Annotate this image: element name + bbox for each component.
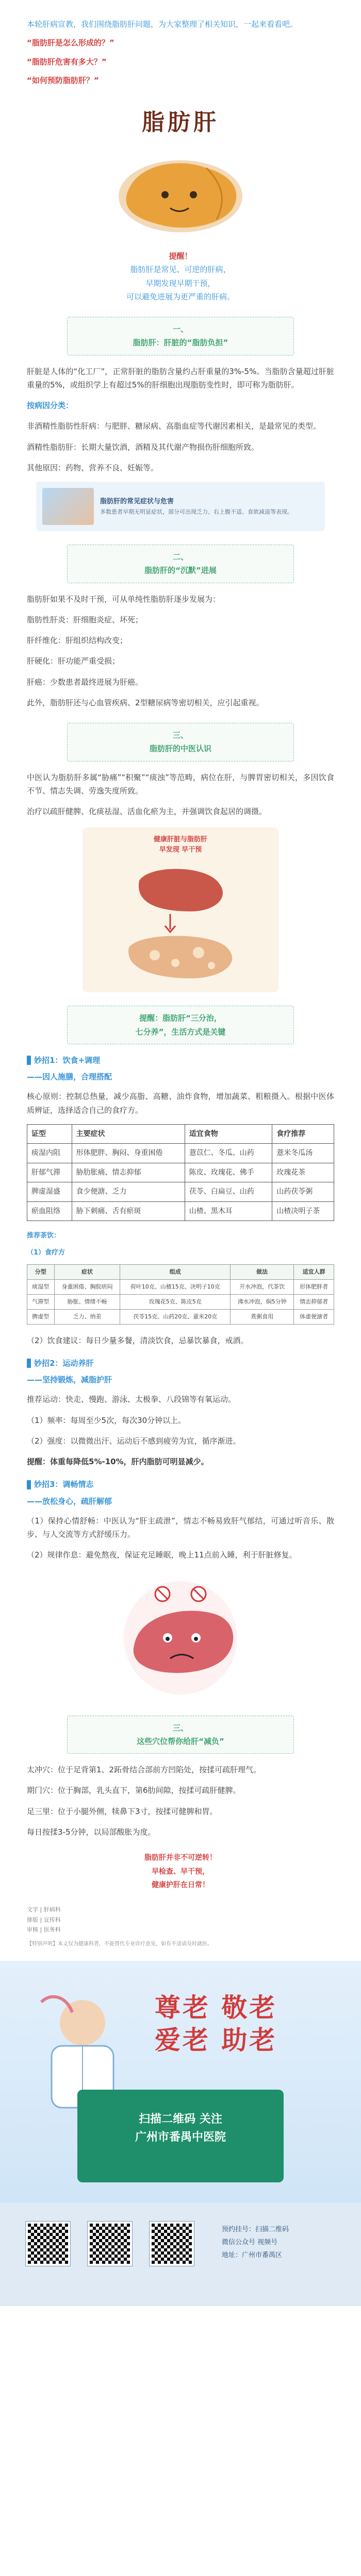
callout-line-3: 早期发现早期干预， bbox=[145, 278, 216, 288]
poster-title: 健康肝脏与脂肪肝 bbox=[153, 836, 207, 844]
section-3-title: 脂肪肝的中医认识 bbox=[149, 744, 211, 754]
intro-question-3: “如何预防脂肪肝？” bbox=[27, 75, 99, 85]
table-row bbox=[27, 1279, 334, 1294]
table-cell: 脾虚湿盛 bbox=[27, 1182, 72, 1202]
disclaimer: 【特别声明】本文仅为健康科普，不能替代专业诊疗意见，如有不适请及时就医。 bbox=[27, 1941, 212, 1947]
table-cell: 情志抑郁者 bbox=[294, 1294, 334, 1309]
tip-2-tag-text: 妙招2：运动养肝 bbox=[34, 1358, 94, 1368]
table-row bbox=[27, 1309, 334, 1324]
recipe-table bbox=[27, 1264, 334, 1325]
tip-2-subtitle: ——坚持锻炼，减脂护肝 bbox=[27, 1375, 112, 1384]
tag-marker bbox=[27, 1480, 31, 1489]
section-1-para-1: 肝脏是人体的“化工厂”，正常肝脏的脂肪含量约占肝重量的3%-5%。当脂肪含量超过肝脏重量的5%，或组织学上有超过5%的肝细胞出现脂肪变性时，即可称为脂肪肝。 bbox=[27, 366, 334, 389]
qr-promo-card[interactable] bbox=[77, 2090, 284, 2182]
table-cell: 体虚便溏者 bbox=[294, 1309, 334, 1324]
closing-line-3: 健康护肝在日常！ bbox=[152, 1881, 209, 1890]
section-2-list-3: 肝硬化：肝功能严重受损； bbox=[27, 656, 120, 666]
diet-table-header: 主要症状 bbox=[72, 1124, 185, 1144]
card-title: 脂肪肝的常见症状与危害 bbox=[100, 498, 174, 506]
table-row bbox=[27, 1144, 334, 1163]
section-1-para-3: 酒精性脂肪肝：长期大量饮酒，酒精及其代谢产物损伤肝细胞所致。 bbox=[27, 442, 259, 452]
table-cell: 薏米冬瓜汤 bbox=[272, 1144, 334, 1163]
tip-1-tag bbox=[27, 1054, 334, 1067]
section-1-subhead: 按病因分类： bbox=[27, 401, 74, 410]
section-4-para-4: 每日按揉3-5分钟，以局部酸胀为度。 bbox=[27, 1827, 156, 1837]
section-2-list-2: 肝纤维化：肝组织结构改变； bbox=[27, 636, 128, 645]
tip-2-tag bbox=[27, 1357, 334, 1370]
diet-table-header: 适宜食物 bbox=[185, 1124, 272, 1144]
section-4-para-2: 期门穴：位于胸部，乳头直下，第6肋间隙，按揉可疏肝健脾。 bbox=[27, 1786, 241, 1795]
tip-2-para-3: （2）强度：以微微出汗、运动后不感到疲劳为宜，循序渐进。 bbox=[27, 1436, 241, 1446]
table-row bbox=[27, 1182, 334, 1202]
promo-line-1: 扫描二维码 关注 bbox=[139, 2113, 222, 2126]
banner-slogan bbox=[155, 1992, 277, 2056]
closing-line-1: 脂肪肝并非不可逆转！ bbox=[144, 1854, 217, 1862]
diet-table-header: 证型 bbox=[27, 1124, 72, 1144]
credit-text: 文字 | 肝病科 bbox=[27, 1906, 61, 1913]
diet-table-header: 食疗推荐 bbox=[272, 1124, 334, 1144]
section-1-para-4: 其他原因：药物、营养不良、妊娠等。 bbox=[27, 463, 159, 472]
recipe-table-header: 症状 bbox=[54, 1264, 120, 1279]
section-3-para-2: 治疗以疏肝健脾、化痰祛湿、活血化瘀为主，并强调饮食起居的调摄。 bbox=[27, 807, 267, 816]
section-1-number: 一、 bbox=[172, 325, 188, 334]
table-cell: 气滞型 bbox=[27, 1294, 55, 1309]
credits bbox=[27, 1905, 334, 1935]
callout-2 bbox=[67, 1006, 294, 1044]
tip-2-para-1: 推荐运动：快走、慢跑、游泳、太极拳、八段锦等有氧运动。 bbox=[27, 1395, 236, 1404]
recipe-table-header: 组成 bbox=[120, 1264, 231, 1279]
tip-3-tag bbox=[27, 1478, 334, 1491]
tip-3-subtitle: ——放松身心，疏肝解郁 bbox=[27, 1496, 112, 1506]
recipe-table-header: 做法 bbox=[230, 1264, 293, 1279]
qr-code[interactable] bbox=[26, 2222, 70, 2266]
tip-3-para-1: （1）保持心情舒畅：中医认为“肝主疏泄”，情志不畅易致肝气郁结，可通过听音乐、散步、与人交流等方式舒缓压力。 bbox=[27, 1516, 334, 1539]
section-1-heading bbox=[67, 317, 294, 355]
callout-reminder bbox=[62, 249, 299, 303]
callout-line-2: 脂肪肝是常见、可逆的肝病， bbox=[130, 265, 231, 275]
intro-question-2: “脂肪肝危害有多大？” bbox=[27, 57, 107, 66]
contact-text bbox=[222, 2224, 289, 2262]
recipe-caption: （1）食疗方 bbox=[27, 1249, 65, 1257]
banner-line-2: 爱老 助老 bbox=[155, 2024, 277, 2055]
table-cell: 胁肋胀痛、情志抑郁 bbox=[72, 1163, 185, 1182]
section-2-para-1: 脂肪肝如果不及时干预，可从单纯性脂肪肝逐步发展为： bbox=[27, 594, 221, 604]
liver-comparison-graphic bbox=[83, 855, 278, 989]
section-1-title: 脂肪肝：肝脏的“脂肪负担” bbox=[133, 338, 228, 348]
section-3-heading bbox=[67, 723, 294, 761]
tip-2-para-4: 提醒：体重每降低5%-10%，肝内脂肪可明显减少。 bbox=[27, 1457, 209, 1466]
promo-line-2: 广州市番禺中医院 bbox=[135, 2131, 226, 2144]
diet-advice: （2）饮食建议：每日少量多餐，清淡饮食，忌暴饮暴食，戒酒。 bbox=[27, 1335, 249, 1345]
table-cell: 肝郁气滞 bbox=[27, 1163, 72, 1182]
liver-comparison-poster bbox=[83, 827, 278, 992]
table-cell: 山楂决明子茶 bbox=[272, 1201, 334, 1221]
section-4-para-1: 太冲穴：位于足背第1、2跖骨结合部前方凹陷处，按揉可疏肝理气。 bbox=[27, 1765, 261, 1774]
section-4-title: 这些穴位帮你给肝“减负” bbox=[137, 1736, 224, 1746]
tip-2-para-2: （1）频率：每周至少5次，每次30分钟以上。 bbox=[27, 1415, 186, 1425]
table-cell: 茯苓、白扁豆、山药 bbox=[185, 1182, 272, 1202]
section-2-number: 二、 bbox=[172, 552, 188, 562]
table-cell: 脾虚型 bbox=[27, 1309, 55, 1324]
card-desc: 多数患者早期无明显症状，部分可出现乏力、右上腹不适、食欲减退等表现。 bbox=[100, 509, 293, 516]
tip-1-subtitle: ——因人施膳，合理搭配 bbox=[27, 1072, 112, 1081]
table-cell: 身重困倦、胸脘痞闷 bbox=[54, 1279, 120, 1294]
tip-1-tag-text: 妙招1：饮食+调理 bbox=[34, 1055, 101, 1065]
banner-line-1: 尊老 敬老 bbox=[155, 1992, 277, 2023]
section-2-heading bbox=[67, 545, 294, 583]
section-2-para-2: 此外，脂肪肝还与心血管疾病、2型糖尿病等密切相关，应引起重视。 bbox=[27, 698, 264, 707]
callout-line-4: 可以避免进展为更严重的肝病。 bbox=[126, 292, 235, 301]
section-4-number: 三、 bbox=[172, 1723, 188, 1733]
table-cell: 胁胀、情绪不畅 bbox=[54, 1294, 120, 1309]
credit-review: 审核 | 医务科 bbox=[27, 1926, 61, 1934]
section-2-list-4: 肝癌：少数患者最终进展为肝癌。 bbox=[27, 677, 143, 687]
callout-line-1: 提醒！ bbox=[169, 251, 192, 261]
section-1-para-2: 非酒精性脂肪性肝病：与肥胖、糖尿病、高脂血症等代谢因素相关，是最常见的类型。 bbox=[27, 421, 321, 431]
intro-question-1: “脂肪肝是怎么形成的？” bbox=[27, 38, 114, 48]
closing-reminder bbox=[103, 1851, 258, 1892]
table-cell: 煮粥食用 bbox=[230, 1309, 293, 1324]
table-cell: 痰湿型 bbox=[27, 1279, 55, 1294]
tip-3-tag-text: 妙招3：调畅情志 bbox=[34, 1480, 94, 1489]
table-cell: 痰湿内阻 bbox=[27, 1144, 72, 1163]
contact-section bbox=[0, 2203, 361, 2306]
table-cell: 荷叶10克、山楂15克、决明子10克 bbox=[120, 1279, 231, 1294]
table-row bbox=[27, 1294, 334, 1309]
section-4-para-3: 足三里：位于小腿外侧，犊鼻下3寸，按揉可健脾和胃。 bbox=[27, 1806, 218, 1816]
table-cell: 食少便溏、乏力 bbox=[72, 1182, 185, 1202]
qr-code[interactable] bbox=[88, 2222, 132, 2266]
section-4-heading bbox=[67, 1716, 294, 1754]
section-2-list-1: 脂肪性肝炎：肝细胞炎症、坏死； bbox=[27, 615, 143, 624]
intro-text: 本轮肝病宣教，我们围绕脂肪肝问题，为大家整理了相关知识，一起来看看吧。 bbox=[27, 20, 298, 29]
tip-1-para: 核心原则：控制总热量，减少高脂、高糖、油炸食物，增加蔬菜、粗粮摄入。根据中医体质辨证，选择适合自己的食疗方。 bbox=[27, 1092, 334, 1115]
section-2-title: 脂肪肝的“沉默”进展 bbox=[144, 566, 217, 575]
section-3-number: 三、 bbox=[172, 731, 188, 740]
table-cell: 乏力、纳差 bbox=[54, 1309, 120, 1324]
table-cell: 山药茯苓粥 bbox=[272, 1182, 334, 1202]
table-cell: 瘀血阻络 bbox=[27, 1201, 72, 1221]
section-3-para-1: 中医认为脂肪肝多属“胁痛”“积聚”“痰浊”等范畴，病位在肝，与脾胃密切相关，多因饮食不节、情志失调、劳逸失度所致。 bbox=[27, 772, 334, 795]
table-cell: 胁下刺痛、舌有瘀斑 bbox=[72, 1201, 185, 1221]
qr-code[interactable] bbox=[150, 2222, 194, 2266]
table-cell: 开水冲泡，代茶饮 bbox=[230, 1279, 293, 1294]
diet-table bbox=[27, 1124, 334, 1222]
tag-marker bbox=[27, 1359, 31, 1368]
table-cell: 形体肥胖、胸闷、身重困倦 bbox=[72, 1144, 185, 1163]
contact-line-2: 微信公众号 视频号 bbox=[222, 2238, 278, 2246]
credit-layout: 排版 | 宣传科 bbox=[27, 1916, 61, 1923]
hero-illustration bbox=[36, 103, 325, 240]
table-cell: 茯苓15克、山药20克、薏米20克 bbox=[120, 1309, 231, 1324]
intro-block bbox=[0, 0, 361, 92]
tag-marker bbox=[27, 1056, 31, 1065]
tip-3-para-2: （2）规律作息：避免熬夜，保证充足睡眠，晚上11点前入睡，利于肝脏修复。 bbox=[27, 1550, 297, 1560]
hero-title: 脂肪肝 bbox=[142, 109, 219, 135]
table-cell: 沸水冲泡，焖5分钟 bbox=[230, 1294, 293, 1309]
sad-liver-cartoon bbox=[113, 1573, 248, 1702]
table-row bbox=[27, 1163, 334, 1182]
recipe-table-header: 适宜人群 bbox=[294, 1264, 334, 1279]
table-cell: 陈皮、玫瑰花、佛手 bbox=[185, 1163, 272, 1182]
table-cell: 玫瑰花茶 bbox=[272, 1163, 334, 1182]
table-cell: 玫瑰花5克、陈皮5克 bbox=[120, 1294, 231, 1309]
article-card[interactable] bbox=[36, 482, 325, 531]
table-cell: 山楂、黑木耳 bbox=[185, 1201, 272, 1221]
liver-illustration bbox=[103, 147, 258, 240]
recipe-table-header: 分型 bbox=[27, 1264, 55, 1279]
card-thumbnail bbox=[42, 488, 94, 525]
table-cell: 薏苡仁、冬瓜、山药 bbox=[185, 1144, 272, 1163]
contact-line-1: 预约挂号：扫描二维码 bbox=[222, 2226, 289, 2234]
elderly-care-banner bbox=[0, 1961, 361, 2203]
tea-caption: 推荐茶饮： bbox=[27, 1232, 61, 1240]
table-row bbox=[27, 1201, 334, 1221]
closing-line-2: 早检查、早干预， bbox=[152, 1867, 209, 1876]
contact-line-3: 地址：广州市番禺区 bbox=[222, 2251, 283, 2259]
callout-2-line-2: 七分养”，生活方式是关键 bbox=[135, 1027, 226, 1037]
poster-subtitle: 早发现 早干预 bbox=[159, 845, 202, 854]
table-cell: 形体肥胖者 bbox=[294, 1279, 334, 1294]
callout-2-line-1: 提醒：脂肪肝“三分治， bbox=[139, 1013, 222, 1023]
